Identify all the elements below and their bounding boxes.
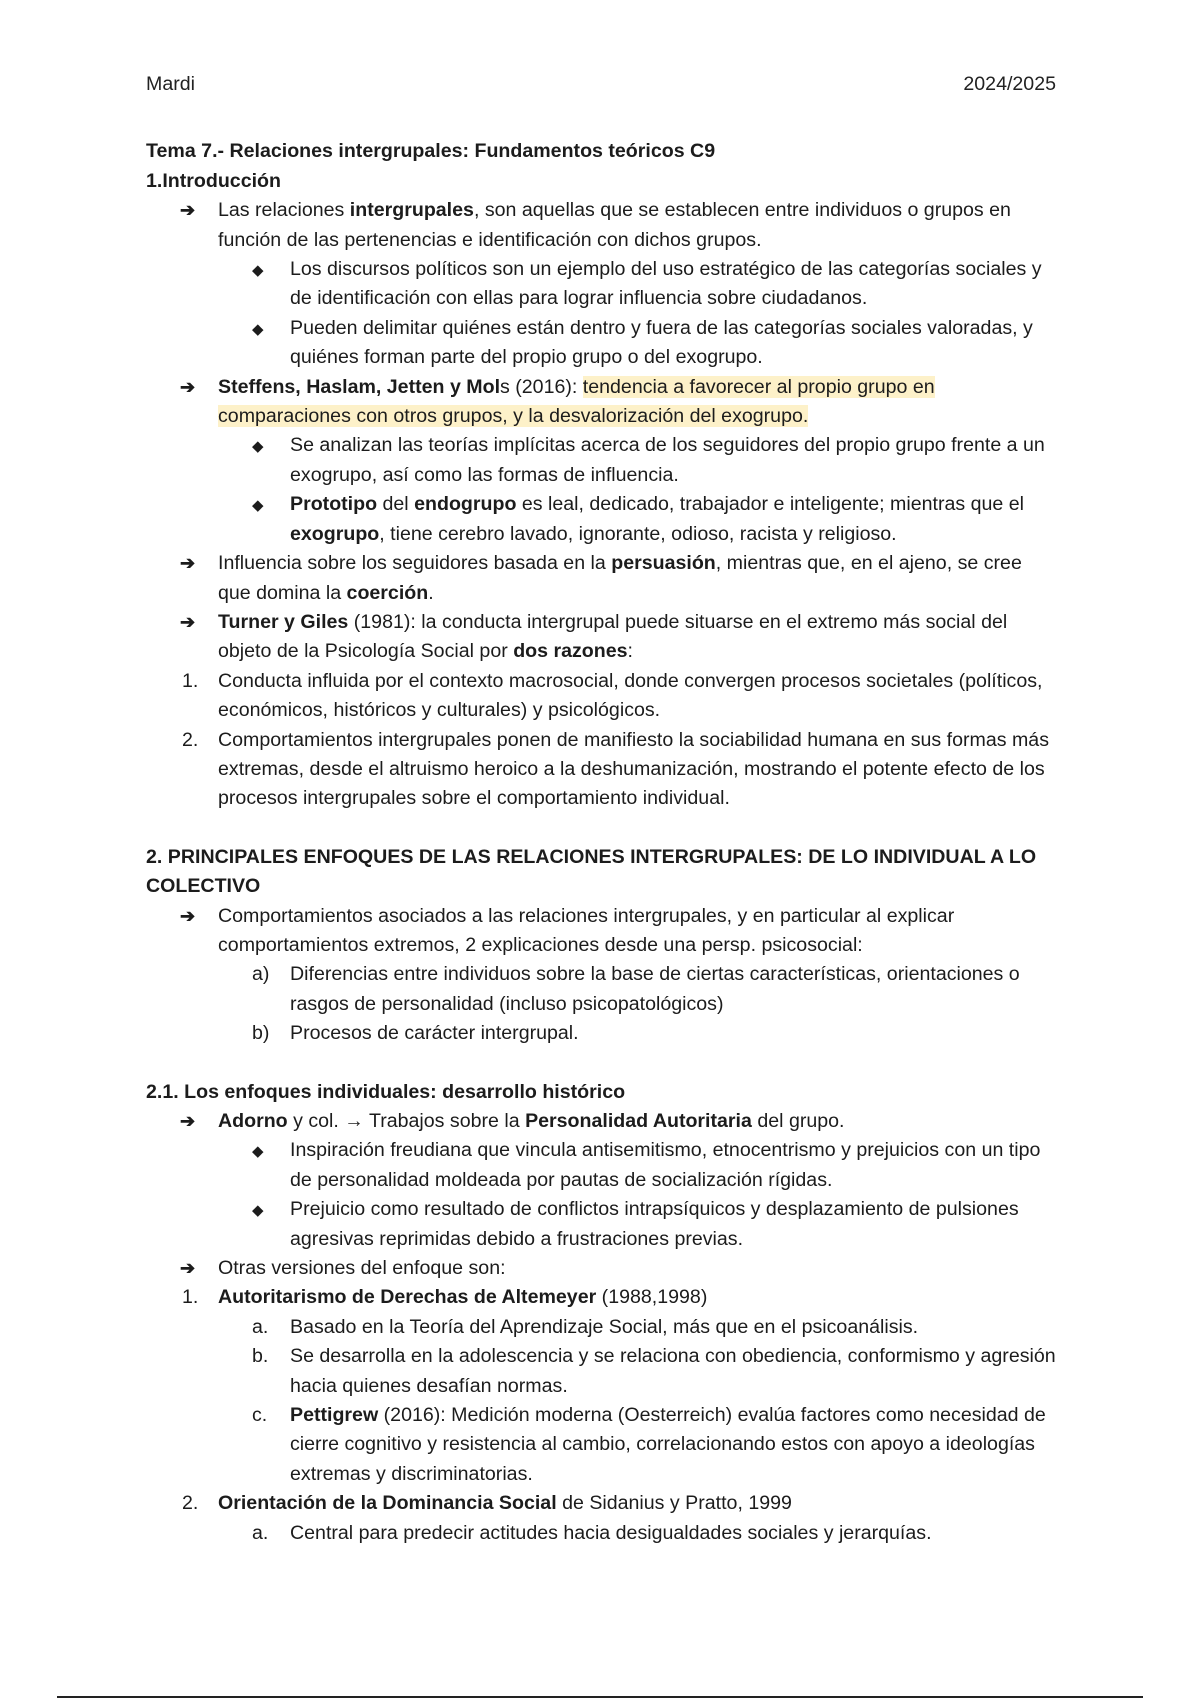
list-item: ➔ Comportamientos asociados a las relaciones intergrupales, y en particular al explicar comportamientos extremos, 2 explicaciones desde una persp. psicosocial: <box>146 902 1056 961</box>
item-letter: a) <box>252 963 270 986</box>
diamond-bullet-icon: ◆ <box>252 438 264 456</box>
diamond-bullet-icon: ◆ <box>252 262 264 280</box>
item-letter: a. <box>252 1315 269 1338</box>
arrow-bullet-icon: ➔ <box>180 1111 196 1131</box>
diamond-bullet-icon: ◆ <box>252 1143 264 1161</box>
section-1-heading: 1.Introducción <box>146 169 281 192</box>
numbered-item: 2. Comportamientos intergrupales ponen de manifiesto la sociabilidad humana en sus formas más extremas, desde el altruismo heroico a la deshumanización, mostrando el potente efecto de los procesos intergrupales sobre el comportamiento individual. <box>146 726 1056 814</box>
list-item: ◆ Los discursos políticos son un ejemplo del uso estratégico de las categorías sociales y de identificación con ellas para lograr influencia sobre ciudadanos. <box>252 258 1042 310</box>
item-number: 1. <box>182 669 199 692</box>
lettered-item: b) Procesos de carácter intergrupal. <box>146 1019 1056 1048</box>
item-letter: b) <box>252 1022 270 1045</box>
highlighted-text: tendencia a favorecer al propio grupo en comparaciones con otros grupos, y la desvalorización del exogrupo. <box>218 375 935 428</box>
list-item: ◆ Inspiración freudiana que vincula antisemitismo, etnocentrismo y prejuicios con un tipo de personalidad moldeada por pautas de socialización rígidas. <box>252 1139 1041 1191</box>
diamond-bullet-icon: ◆ <box>252 1202 264 1220</box>
numbered-item: 1. Conducta influida por el contexto macrosocial, donde convergen procesos societales (políticos, económicos, históricos y culturales) y psicológicos. <box>146 667 1056 726</box>
arrow-bullet-icon: ➔ <box>180 376 196 397</box>
document-page <box>146 70 1056 1548</box>
diamond-bullet-icon: ◆ <box>252 497 264 515</box>
item-letter: c. <box>252 1404 268 1427</box>
list-item: ➔ Las relaciones intergrupales, son aquellas que se establecen entre individuos o grupos en función de las pertenencias e identificación con dichos grupos. <box>146 196 1056 255</box>
arrow-bullet-icon: ➔ <box>180 1258 196 1279</box>
document-title: Tema 7.- Relaciones intergrupales: Fundamentos teóricos C9 <box>146 140 716 163</box>
page-header <box>146 70 1056 99</box>
list-item: ➔ Influencia sobre los seguidores basada en la persuasión, mientras que, en el ajeno, se cree que domina la coerción. <box>146 549 1056 608</box>
numbered-item: 2. Orientación de la Dominancia Social de Sidanius y Pratto, 1999 <box>146 1489 1056 1518</box>
section-2-heading: 2. PRINCIPALES ENFOQUES DE LAS RELACIONES INTERGRUPALES: DE LO INDIVIDUAL A LO COLECTIVO <box>146 845 1037 898</box>
lettered-item: b. Se desarrolla en la adolescencia y se relaciona con obediencia, conformismo y agresión hacia quienes desafían normas. <box>146 1342 1056 1401</box>
item-number: 2. <box>182 728 199 751</box>
list-item: ➔ Adorno y col. → Trabajos sobre la Personalidad Autoritaria del grupo. <box>146 1107 1056 1136</box>
numbered-item: 1. Autoritarismo de Derechas de Altemeyer (1988,1998) <box>146 1283 1056 1312</box>
list-item: ➔ Otras versiones del enfoque son: <box>146 1254 1056 1283</box>
page-bottom-rule <box>57 1696 1143 1698</box>
list-item: ◆ Prejuicio como resultado de conflictos intrapsíquicos y desplazamiento de pulsiones agresivas reprimidas debido a frustraciones previas. <box>252 1198 1019 1250</box>
diamond-bullet-icon: ◆ <box>252 320 264 338</box>
arrow-bullet-icon: ➔ <box>180 905 196 926</box>
list-item: ◆ Pueden delimitar quiénes están dentro y fuera de las categorías sociales valoradas, y quiénes forman parte del propio grupo o del exogrupo. <box>252 316 1033 369</box>
item-letter: a. <box>252 1521 269 1544</box>
header-left: Mardi <box>146 73 195 95</box>
lettered-item: a) Diferencias entre individuos sobre la base de ciertas características, orientaciones o rasgos de personalidad (incluso psicopatológicos) <box>146 960 1056 1019</box>
list-item: ◆ Prototipo del endogrupo es leal, dedicado, trabajador e inteligente; mientras que el exogrupo, tiene cerebro lavado, ignorante, odioso, racista y religioso. <box>252 493 1025 545</box>
lettered-item: c. Pettigrew (2016): Medición moderna (Oesterreich) evalúa factores como necesidad de cierre cognitivo y resistencia al cambio, correlacionando estos con apoyo a ideologías extremas y discriminatorias. <box>146 1401 1056 1489</box>
arrow-bullet-icon: ➔ <box>180 611 196 632</box>
item-number: 1. <box>182 1286 199 1309</box>
arrow-bullet-icon: ➔ <box>180 553 196 574</box>
item-letter: b. <box>252 1345 269 1368</box>
list-item: ◆ Se analizan las teorías implícitas acerca de los seguidores del propio grupo frente a un exogrupo, así como las formas de influencia. <box>252 434 1045 486</box>
lettered-item: a. Basado en la Teoría del Aprendizaje Social, más que en el psicoanálisis. <box>146 1313 1056 1342</box>
arrow-bullet-icon: ➔ <box>180 200 196 221</box>
list-item: ➔ Steffens, Haslam, Jetten y Mols (2016): tendencia a favorecer al propio grupo en comparaciones con otros grupos, y la desvalorización del exogrupo. <box>146 373 1056 432</box>
item-number: 2. <box>182 1492 199 1515</box>
list-item: ➔ Turner y Giles (1981): la conducta intergrupal puede situarse en el extremo más social del objeto de la Psicología Social por dos razones: <box>146 608 1056 667</box>
section-2-1-heading: 2.1. Los enfoques individuales: desarrollo histórico <box>146 1080 626 1103</box>
lettered-item: a. Central para predecir actitudes hacia desigualdades sociales y jerarquías. <box>146 1519 1056 1548</box>
header-right: 2024/2025 <box>963 73 1056 95</box>
